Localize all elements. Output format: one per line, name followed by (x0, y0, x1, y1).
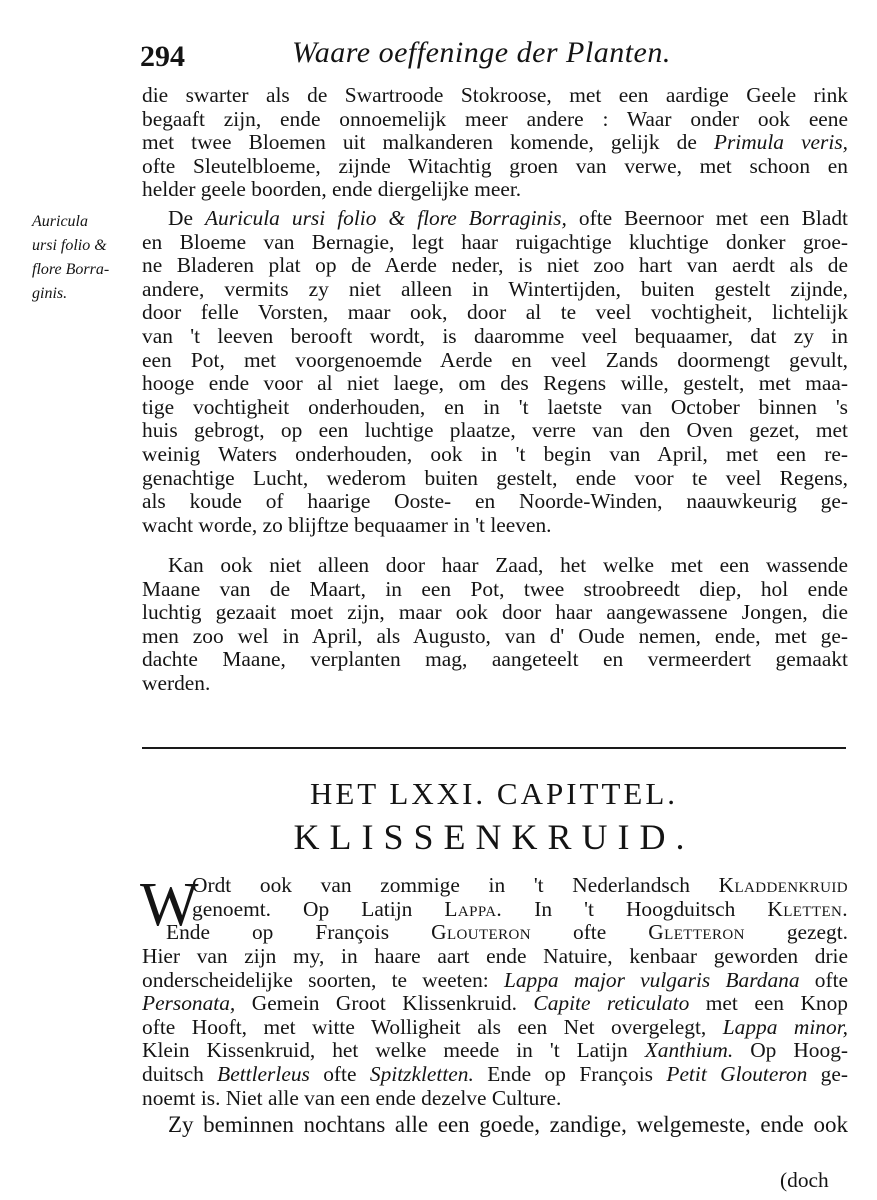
text-line: begaaft zijn, ende onnoemelijk meer andere : Waar onder ook eene (142, 106, 848, 131)
latin-name: Petit Glouteron (666, 1061, 808, 1086)
text-line: dachte Maane, verplanten mag, aangeteelt en vermeerdert gemaakt (142, 647, 848, 672)
text-segment: genoemt. Op Latijn (192, 896, 445, 921)
text-line (142, 207, 848, 231)
text-line: helder geele boorden, ende diergelijke meer. (142, 177, 522, 202)
chapter-heading: HET LXXI. CAPITTEL. (309, 776, 679, 811)
text-segment: Gemein Groot Klissenkruid. (235, 991, 534, 1016)
page-header (140, 34, 840, 82)
text-line: genachtige Lucht, wederom buiten gestelt, ende voor te veel Regens, (142, 465, 848, 490)
text-line: een Pot, met voorgenoemde Aerde en veel Zands doormengt gevult, (142, 347, 848, 372)
latin-name: Lappa minor, (722, 1014, 849, 1039)
text-line (142, 1039, 848, 1063)
text-line: door felle Vorsten, maar ook, door al te veel vochtigheit, lichtelijk (142, 300, 848, 325)
paragraph-chapter-start (192, 874, 848, 921)
latin-name: Lappa major vulgaris Bardana (503, 967, 800, 992)
term-smallcaps: Kletten. (767, 896, 848, 921)
latin-name: Spitzkletten. (369, 1061, 474, 1086)
text-segment: ofte Hooft, met witte Wolligheit als een Net overgelegt, (142, 1014, 723, 1039)
margin-note-line: flore Borra- (32, 261, 110, 278)
paragraph-auricula (142, 207, 848, 537)
term-smallcaps: Kladdenkruid (718, 873, 848, 897)
text-line: en Bloeme van Bernagie, legt haar ruigachtige kluchtige donker groe- (142, 229, 848, 254)
term-smallcaps: Lappa. (444, 896, 503, 921)
text-segment: De (168, 206, 205, 230)
text-segment: ofte Beernoor met een Bladt (566, 206, 848, 230)
text-segment: ofte (799, 967, 849, 992)
latin-name: Personata, (142, 991, 236, 1016)
text-line: ofte Sleutelbloeme, zijnde Witachtig groen van verwe, met schoon en (142, 153, 848, 178)
text-line: van 't leeven berooft wordt, is daaromme veel bequaamer, dat zy in (142, 323, 848, 348)
text-line (166, 921, 848, 945)
text-line: weinig Waters onderhouden, ook in 't begin van April, met een re- (142, 441, 848, 466)
margin-note-line: ginis. (32, 285, 68, 302)
text-line: tige vochtigheit onderhouden, en in 't laetste van October binnen 's (142, 394, 848, 419)
paragraph-propagation (142, 554, 848, 696)
text-segment: ofte (530, 920, 649, 944)
text-line: werden. (142, 670, 211, 695)
text-line (142, 1063, 848, 1087)
latin-name: Primula veris, (713, 130, 848, 155)
latin-name: Capite reticulato (533, 991, 690, 1016)
term-smallcaps: Gletteron (648, 920, 745, 944)
margin-note-line: Auricula (32, 213, 88, 230)
text-line (142, 969, 848, 993)
text-line: Kan ook niet alleen door haar Zaad, het welke met een wassende (168, 553, 848, 577)
text-segment: gezegt. (744, 920, 849, 944)
term-smallcaps: Glouteron (431, 920, 531, 944)
text-segment: In 't Hoogduitsch (502, 896, 768, 921)
text-line (142, 1016, 848, 1040)
drop-cap: W (140, 871, 199, 939)
text-line (142, 131, 848, 155)
paragraph-continued (142, 84, 848, 202)
text-segment: met twee Bloemen uit malkanderen komende, gelijk de (142, 130, 697, 155)
latin-name: Xanthium. (644, 1038, 734, 1063)
text-line (142, 992, 848, 1016)
text-segment: ge- (807, 1061, 848, 1086)
text-line: luchtig gezaait moet zijn, maar ook door haar aangewassene Jongen, die (142, 600, 848, 625)
margin-note (32, 210, 132, 306)
text-line (192, 898, 848, 922)
catch-word: (doch (780, 1168, 829, 1192)
text-line: noemt is. Niet alle van een ende dezelve Culture. (142, 1085, 562, 1110)
text-line: men zoo wel in April, als Augusto, van d' Oude nemen, ende, met ge- (142, 623, 848, 648)
text-line: als koude of haarige Ooste- en Noorde-Winden, naauwkeurig ge- (142, 489, 848, 514)
text-line: Hier van zijn my, in haare aart ende Natuire, kenbaar geworden drie (142, 944, 848, 968)
paragraph-chapter-line3 (166, 921, 848, 945)
text-segment: met een Knop (689, 991, 848, 1016)
text-segment: Klein Kissenkruid, het welke meede in 't Latijn (142, 1038, 645, 1063)
chapter-title: KLISSENKRUID. (293, 817, 695, 857)
text-line: andere, vermits zy niet alleen in Wintertijden, buiten gestelt zijnde, (142, 276, 848, 301)
running-title: Waare oeffeninge der Planten. (292, 36, 671, 69)
text-segment: Ende op François (166, 920, 432, 944)
latin-name: Bettlerleus (217, 1061, 310, 1086)
text-line (192, 874, 848, 898)
latin-name: Auricula ursi folio & flore Borraginis, (204, 206, 567, 230)
text-segment: Op Hoog- (733, 1038, 849, 1063)
text-line: Maane van de Maart, in een Pot, twee stroobreedt diep, hol ende (142, 576, 848, 601)
text-line: Zy beminnen nochtans alle een goede, zandige, welgemeste, ende ook (168, 1112, 848, 1138)
paragraph-chapter-body (142, 945, 848, 1137)
margin-note-line: ursi folio & (32, 237, 107, 254)
text-line: hooge ende voor al niet laege, om des Regens wille, gestelt, met maa- (142, 371, 848, 396)
text-line: huis gebrogt, op een luchtige plaatze, verre van den Oven gezet, met (142, 418, 848, 443)
text-line: die swarter als de Swartroode Stokroose, met een aardige Geele rink (142, 83, 848, 107)
page-number: 294 (140, 40, 185, 73)
text-line: wacht worde, zo blijftze bequaamer in 't leeven. (142, 512, 552, 537)
text-segment: duitsch (142, 1061, 218, 1086)
text-segment: Ende op François (473, 1061, 667, 1086)
text-line: ne Bladeren plat op de Aerde neder, is niet zoo hart van aerdt als de (142, 253, 848, 278)
text-segment: ofte (309, 1061, 370, 1086)
text-segment: Ordt ook van zommige in 't Nederlandsch (192, 873, 719, 897)
text-segment: onderscheidelijke soorten, te weeten: (142, 967, 504, 992)
section-divider (142, 747, 846, 749)
